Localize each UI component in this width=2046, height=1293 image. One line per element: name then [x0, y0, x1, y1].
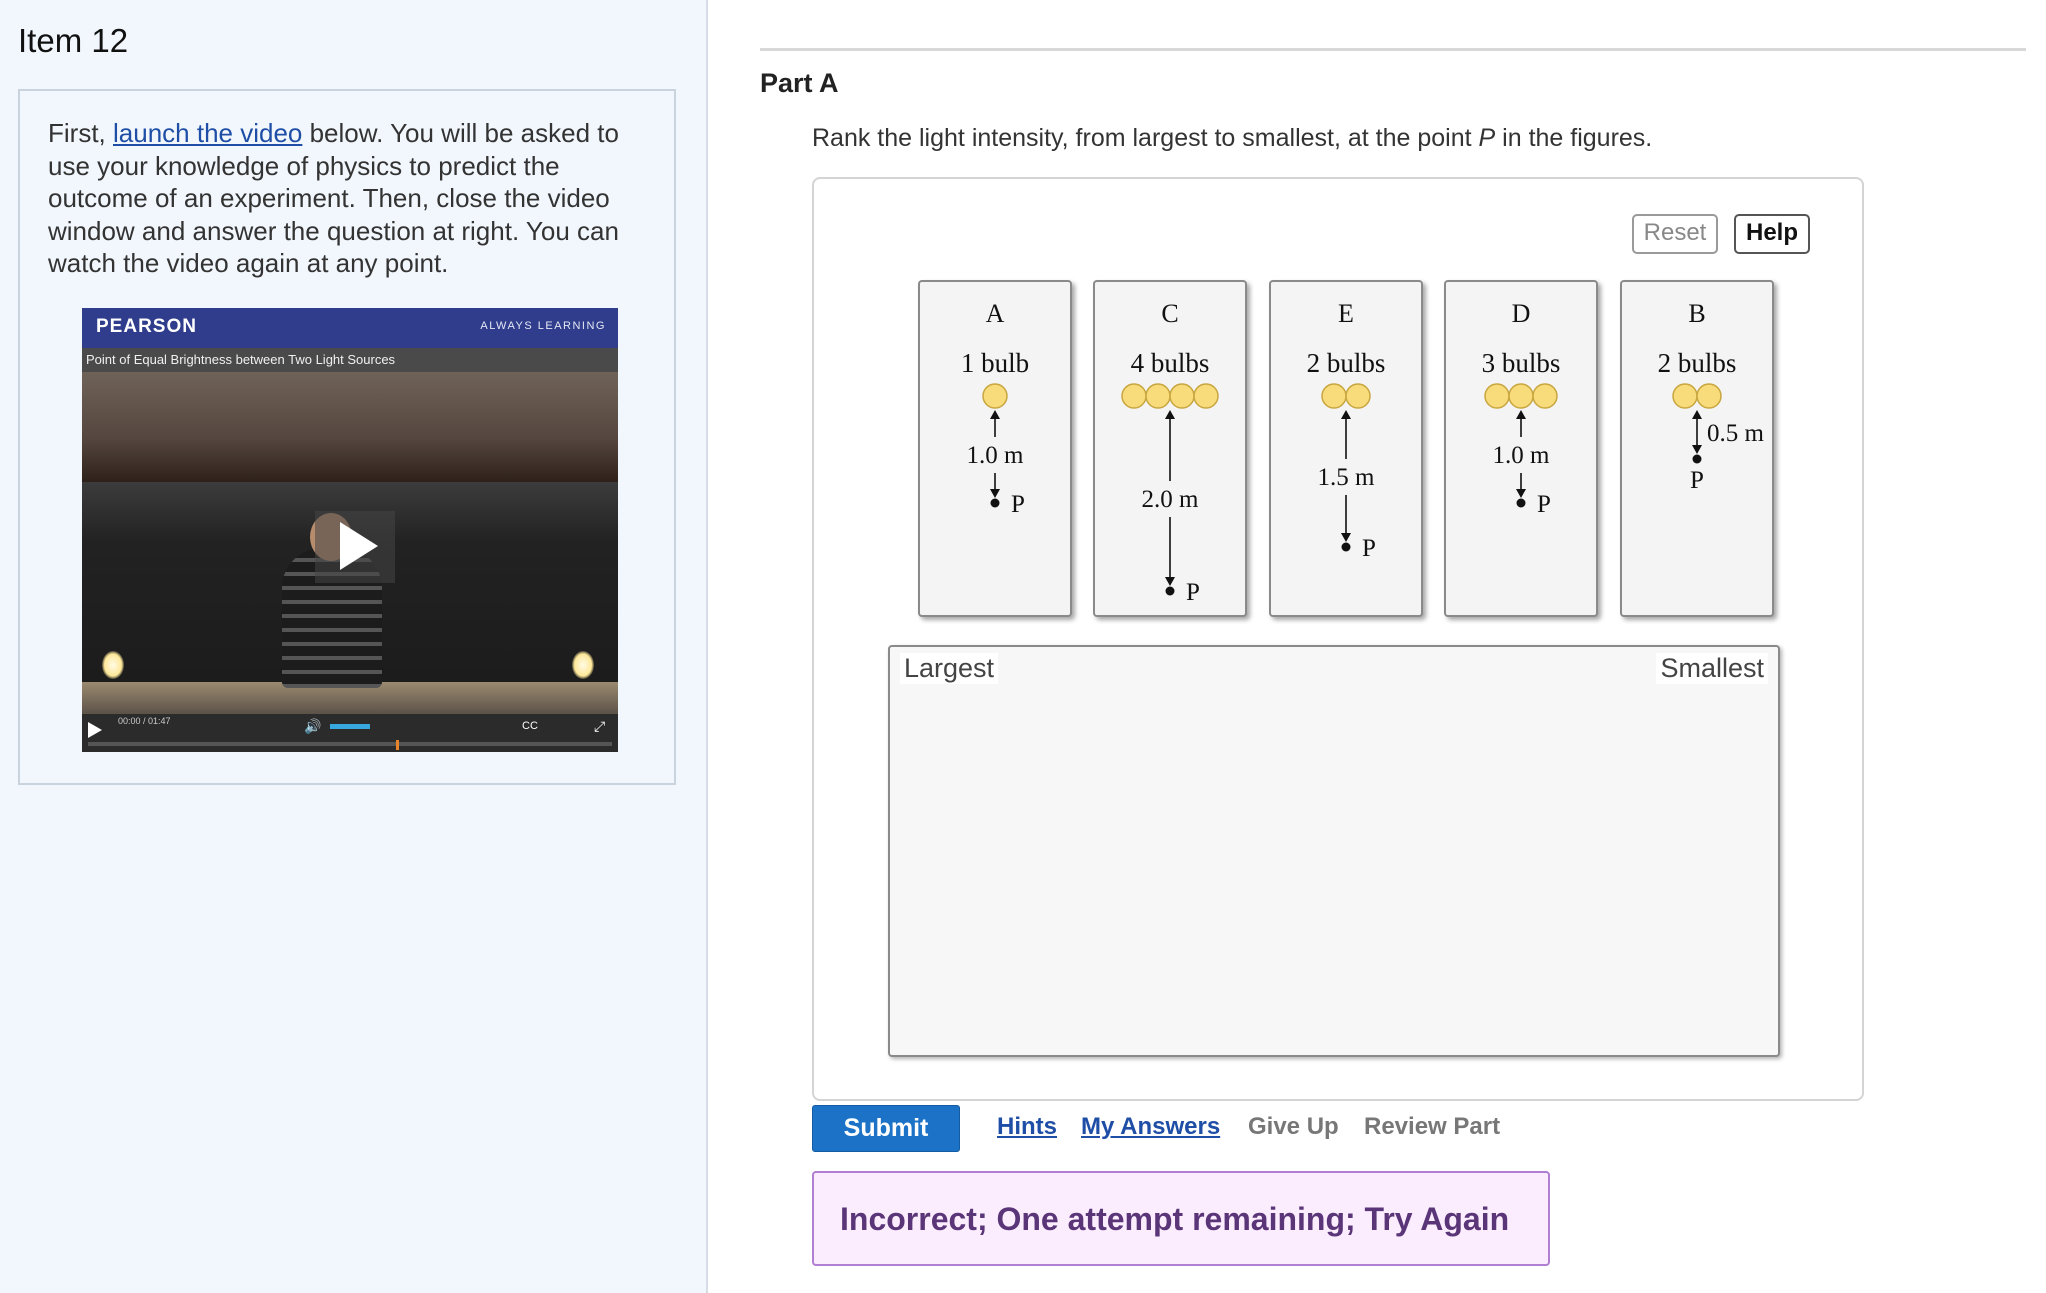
review-part-link[interactable]: Review Part [1364, 1113, 1501, 1140]
video-title: Point of Equal Brightness between Two Light Sources [86, 352, 396, 367]
card-diagram [1095, 282, 1245, 615]
hints-link[interactable]: Hints [997, 1113, 1057, 1140]
card-letter: E [1338, 299, 1354, 328]
card-distance-label: 0.5 m [1707, 420, 1764, 447]
question-text [812, 124, 1652, 153]
video-header [82, 308, 618, 348]
card-point-label: P [1362, 535, 1376, 562]
card-letter: D [1511, 299, 1531, 328]
question-variable: P [1478, 124, 1496, 152]
closed-captions-button[interactable]: CC [522, 720, 538, 732]
video-controls [82, 714, 618, 752]
video-player[interactable] [82, 308, 618, 752]
ranking-card-d[interactable] [1444, 280, 1598, 617]
help-button[interactable]: Help [1734, 214, 1810, 254]
card-bulb-count-label: 3 bulbs [1481, 348, 1561, 378]
submit-button[interactable]: Submit [812, 1105, 960, 1152]
video-time: 00:00 / 01:47 [118, 716, 171, 726]
ranking-drop-zone[interactable] [888, 645, 1780, 1057]
bulb-icon [1533, 384, 1557, 408]
distance-arrow [1692, 410, 1702, 464]
bulb-icon [1509, 384, 1533, 408]
feedback-box [812, 1171, 1550, 1266]
pearson-tagline: ALWAYS LEARNING [480, 320, 606, 332]
divider [760, 48, 2026, 51]
intro-text-start: First, [48, 118, 113, 148]
intro-text [48, 117, 648, 280]
bulb-icon [983, 384, 1007, 408]
card-diagram [1622, 282, 1772, 615]
card-bulb-count-label: 2 bulbs [1306, 348, 1386, 378]
card-bulb-count-label: 2 bulbs [1657, 348, 1737, 378]
card-distance-label: 1.0 m [1492, 442, 1550, 469]
card-point-label: P [1537, 491, 1551, 518]
bulb-icon [1673, 384, 1697, 408]
card-diagram [920, 282, 1070, 615]
ranking-card-a[interactable] [918, 280, 1072, 617]
smallest-label: Smallest [1656, 653, 1768, 684]
largest-label: Largest [900, 653, 998, 684]
ranking-card-e[interactable] [1269, 280, 1423, 617]
ranking-card-b[interactable] [1620, 280, 1774, 617]
video-lamp-right [572, 651, 594, 679]
give-up-link[interactable]: Give Up [1248, 1113, 1339, 1140]
card-distance-label: 2.0 m [1141, 486, 1199, 513]
card-bulb-count-label: 4 bulbs [1130, 348, 1210, 378]
bulb-icon [1697, 384, 1721, 408]
play-button-icon[interactable] [88, 722, 102, 738]
ranking-card-c[interactable] [1093, 280, 1247, 617]
launch-video-link[interactable]: launch the video [113, 118, 303, 148]
reset-button[interactable]: Reset [1632, 214, 1718, 254]
question-text-end: in the figures. [1495, 124, 1653, 152]
bulb-icon [1485, 384, 1509, 408]
card-letter: B [1688, 299, 1706, 328]
volume-slider[interactable] [330, 724, 370, 729]
video-progress-marker [396, 740, 399, 750]
card-point-label: P [1186, 579, 1200, 606]
feedback-message: Incorrect; One attempt remaining; Try Again [840, 1201, 1510, 1237]
card-letter: A [985, 299, 1005, 328]
card-point-label: P [1011, 491, 1025, 518]
bulb-icon [1346, 384, 1370, 408]
bulb-icon [1194, 384, 1218, 408]
video-scene-ceiling [82, 372, 618, 482]
card-diagram [1446, 282, 1596, 615]
fullscreen-icon[interactable]: ⤢ [594, 718, 606, 734]
question-text-start: Rank the light intensity, from largest to smallest, at the point [812, 124, 1479, 152]
bulb-icon [1170, 384, 1194, 408]
card-point-label: P [1690, 467, 1704, 494]
bulb-icon [1322, 384, 1346, 408]
play-icon[interactable] [340, 522, 378, 570]
card-distance-label: 1.5 m [1317, 464, 1375, 491]
card-bulb-count-label: 1 bulb [960, 348, 1030, 378]
video-title-bar [82, 348, 618, 372]
item-title: Item 12 [18, 22, 129, 59]
card-diagram [1271, 282, 1421, 615]
bulb-icon [1146, 384, 1170, 408]
video-lamp-left [102, 651, 124, 679]
intro-text-rest: below. You will be asked to use your knowledge of physics to predict the outcome of an experiment. Then, close the video window and answer the question at right. You can watch the video again at any point. [48, 118, 619, 278]
part-title: Part A [760, 68, 839, 98]
bulb-icon [1122, 384, 1146, 408]
my-answers-link[interactable]: My Answers [1081, 1113, 1221, 1140]
volume-icon[interactable]: 🔊 [304, 718, 322, 734]
intro-box [18, 89, 676, 785]
pearson-logo: PEARSON [96, 316, 197, 337]
card-letter: C [1161, 299, 1179, 328]
left-panel [0, 0, 708, 1293]
card-distance-label: 1.0 m [966, 442, 1024, 469]
video-progress-bar[interactable] [88, 742, 612, 746]
